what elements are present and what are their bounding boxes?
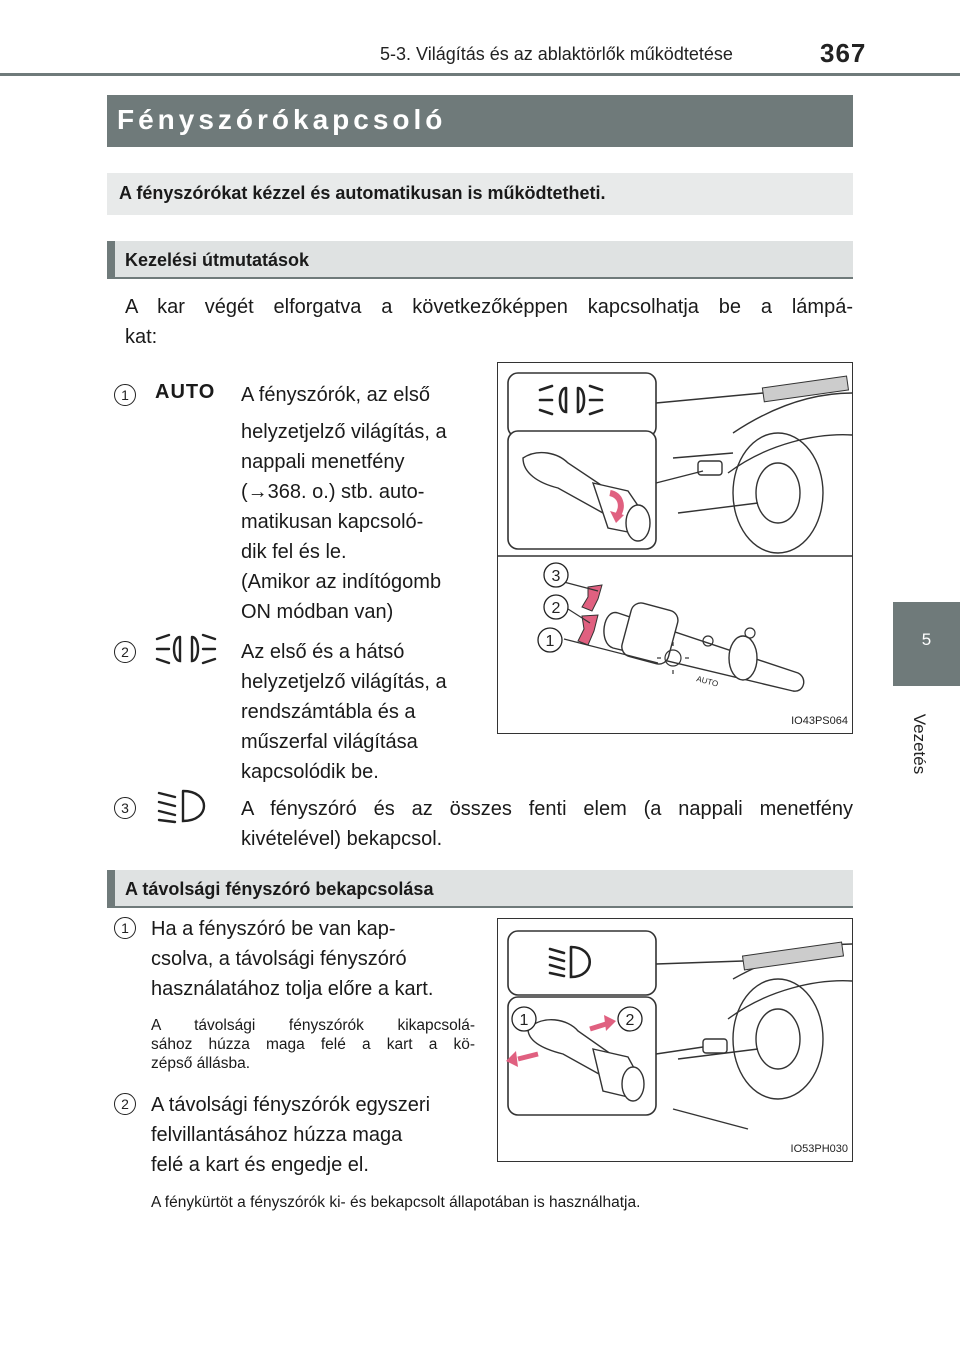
item1-line: (→368. o.) stb. auto- — [241, 481, 425, 503]
callout-2: 2 — [625, 1012, 635, 1029]
headlight-switch-illustration — [497, 362, 853, 734]
lever-auto-label: AUTO — [695, 674, 720, 689]
item3-line: A fényszóró és az összes fenti elem (a nappali menetfény — [241, 798, 853, 820]
figure-caption: IO43PS064 — [791, 715, 848, 727]
item1-line: dik fel és le. — [241, 541, 347, 563]
parking-light-icon — [155, 632, 217, 666]
page-number: 367 — [820, 38, 867, 68]
item2-line: helyzetjelző világítás, a — [241, 671, 447, 693]
callout-1: 1 — [519, 1012, 529, 1029]
item1-line: ON módban van) — [241, 601, 394, 623]
item-number-1: 1 — [114, 384, 136, 406]
auto-symbol: AUTO — [155, 381, 216, 403]
callout-1: 1 — [545, 633, 555, 650]
item1-line: A fényszórók, az első — [241, 384, 430, 406]
page-title: Fényszórókapcsoló — [117, 104, 447, 135]
operation-intro-line1: A kar végét elforgatva a következőképpen kapcsolhatja be a lámpá- — [125, 296, 853, 318]
chapter-number: 5 — [921, 630, 932, 649]
item2-line: rendszámtábla és a — [241, 701, 416, 723]
item1-line: (Amikor az indítógomb — [241, 571, 442, 593]
item1-line: matikusan kapcsoló- — [241, 511, 424, 533]
high-beam-item2-line: felvillantásához húzza maga — [151, 1124, 403, 1146]
callout-2: 2 — [551, 600, 561, 617]
chapter-title: Vezetés — [910, 713, 929, 775]
high-beam-illustration — [497, 918, 853, 1162]
item2-line: Az első és a hátsó — [241, 641, 405, 663]
item2-line: kapcsolódik be. — [241, 761, 379, 783]
item-number-3: 3 — [114, 797, 136, 819]
high-beam-item2-line: A távolsági fényszórók egyszeri — [151, 1094, 431, 1116]
callout-3: 3 — [551, 568, 561, 585]
chapter-title-vertical — [888, 690, 948, 800]
chapter-tab — [893, 602, 960, 686]
section-heading-high-beam — [107, 870, 853, 908]
item3-line: kivételével) bekapcsol. — [241, 828, 443, 850]
operation-intro-line2: kat: — [125, 326, 158, 348]
high-beam-note-line: sához húzza maga felé a kart a kö- — [151, 1036, 475, 1053]
header-rule — [0, 73, 960, 76]
item2-line: műszerfal világítása — [241, 731, 418, 753]
running-header-section: 5-3. Világítás és az ablaktörlők működtetése — [380, 44, 733, 64]
item-number-2: 2 — [114, 641, 136, 663]
section-heading-operation — [107, 241, 853, 279]
page-title-bar — [107, 95, 853, 147]
section-heading-text: A távolsági fényszóró bekapcsolása — [125, 879, 434, 899]
figure-caption: IO53PH030 — [790, 1143, 848, 1155]
section-heading-text: Kezelési útmutatások — [125, 250, 310, 270]
headlight-low-beam-icon — [157, 787, 213, 825]
high-beam-note-line: zépső állásba. — [151, 1055, 251, 1072]
item-number-2: 2 — [114, 1093, 136, 1115]
high-beam-item2-line: felé a kart és engedje el. — [151, 1154, 369, 1176]
high-beam-lever-drawing — [498, 919, 852, 1161]
item-number-1: 1 — [114, 917, 136, 939]
intro-text: A fényszórókat kézzel és automatikusan is működtetheti. — [119, 183, 606, 203]
high-beam-item1-line: Ha a fényszóró be van kap- — [151, 918, 396, 940]
item1-line: helyzetjelző világítás, a — [241, 421, 447, 443]
high-beam-item1-line: használatához tolja előre a kart. — [151, 978, 434, 1000]
high-beam-note-line: A távolsági fényszórók kikapcsolá- — [151, 1017, 475, 1034]
intro-box — [107, 173, 853, 215]
item1-line: nappali menetfény — [241, 451, 405, 473]
high-beam-item1-line: csolva, a távolsági fényszóró — [151, 948, 407, 970]
footnote: A fénykürtöt a fényszórók ki- és bekapcsolt állapotában is használhatja. — [151, 1194, 641, 1211]
dashboard-lever-drawing — [498, 363, 852, 733]
